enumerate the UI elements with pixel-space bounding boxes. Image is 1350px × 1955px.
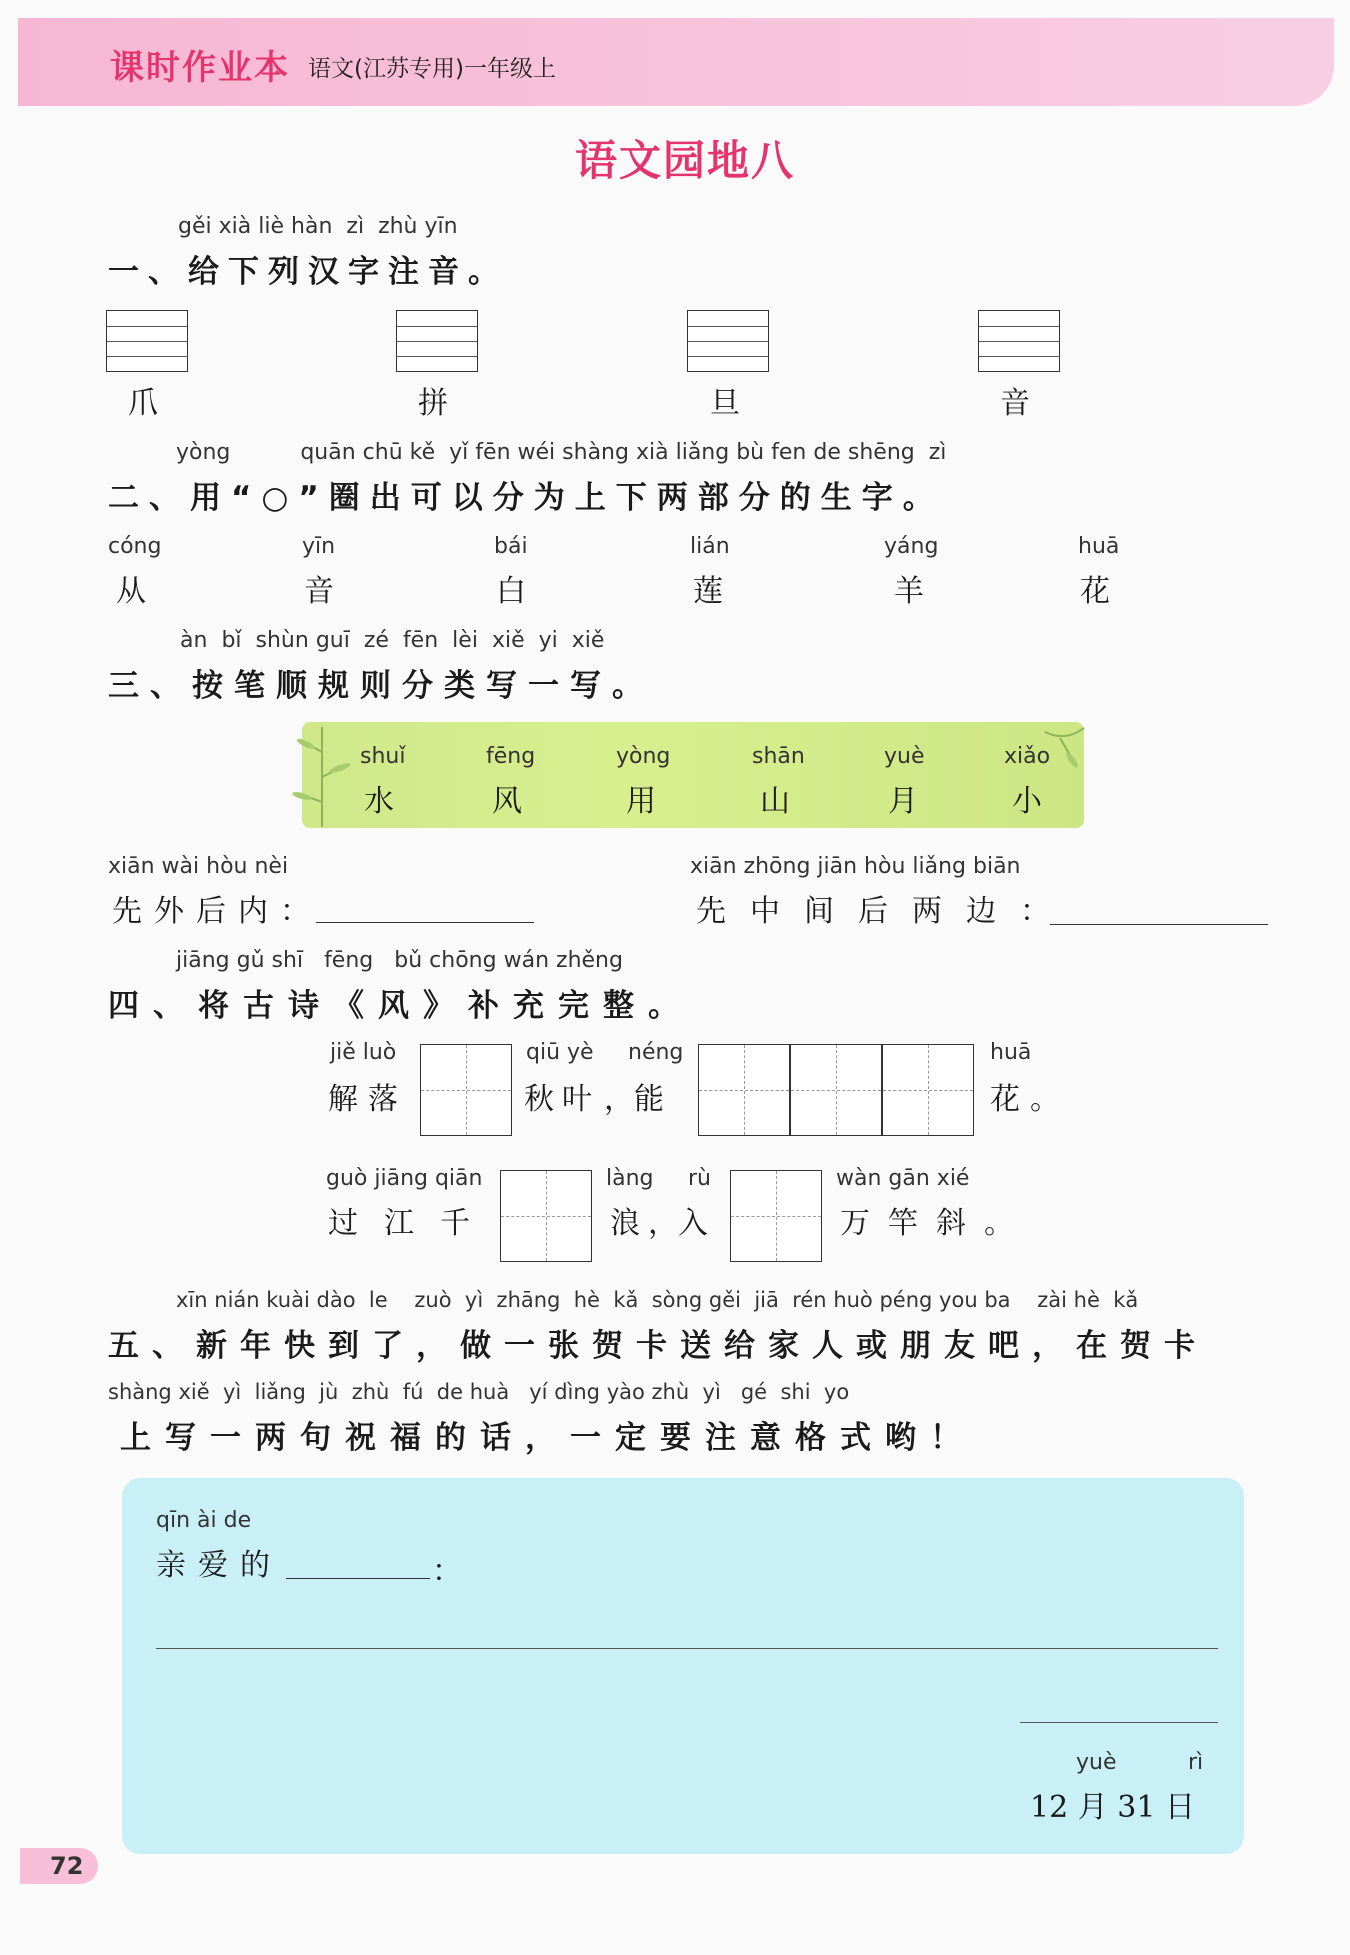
q3-item-char: 小 [1012, 784, 1042, 819]
poem-text: ，能 [604, 1082, 664, 1117]
rule1-answer-line[interactable] [316, 922, 534, 923]
q1-heading: 一、给下列汉字注音。 [108, 254, 508, 290]
page-number: 72 [50, 1852, 84, 1880]
page-title: 语文园地八 [575, 136, 796, 185]
q2-pinyin-item: yáng [884, 534, 939, 559]
book-subtitle: 语文(江苏专用)一年级上 [308, 56, 556, 82]
rule1-pinyin: xiān wài hòu nèi [108, 854, 289, 879]
q2-char-option[interactable]: 莲 [693, 574, 723, 609]
card-date: 12 月 31 日 [1030, 1790, 1196, 1825]
poem-text: 解落 [328, 1082, 408, 1117]
q2-char-option[interactable]: 羊 [894, 574, 924, 609]
q5-heading-line1: 五、新年快到了，做一张贺卡送给家人或朋友吧，在贺卡 [108, 1328, 1208, 1364]
q3-item-pinyin: shān [752, 744, 805, 769]
page-number-tab [20, 1848, 98, 1884]
poem-text: 浪 [610, 1206, 640, 1241]
tianzige-box[interactable] [790, 1044, 882, 1136]
q3-item-pinyin: yuè [884, 744, 925, 769]
q3-item-pinyin: fēng [486, 744, 536, 769]
poem-text: ，入 [648, 1206, 708, 1241]
q4-pinyin: jiāng gǔ shī fēng bǔ chōng wán zhěng [176, 948, 623, 973]
bamboo-left-icon [292, 722, 352, 832]
poem-pinyin: jiě luò [330, 1040, 397, 1065]
poem-pinyin: rù [688, 1166, 711, 1191]
q5-pinyin-line1: xīn nián kuài dào le zuò yì zhāng hè kǎ sòng gěi jiā rén huò péng you ba zài hè kǎ [176, 1288, 1139, 1312]
card-day-pinyin: rì [1188, 1750, 1204, 1775]
q3-item-char: 水 [364, 784, 394, 819]
q4-heading: 四、将古诗《风》补充完整。 [108, 988, 693, 1024]
card-greeting-pinyin: qīn ài de [156, 1508, 252, 1533]
poem-text: 万竿斜。 [840, 1206, 1032, 1241]
q2-char-option[interactable]: 从 [116, 574, 146, 609]
poem-pinyin: néng [628, 1040, 684, 1065]
poem-text: 过江千 [328, 1206, 496, 1241]
q3-item-pinyin: xiǎo [1004, 744, 1051, 769]
q2-pinyin-item: lián [690, 534, 730, 559]
rule2-label: 先中间后两边： [696, 894, 1074, 929]
card-colon: ： [432, 1554, 462, 1589]
q2-pinyin-item: cóng [108, 534, 162, 559]
card-month-pinyin: yuè [1076, 1750, 1117, 1775]
card-recipient-line[interactable] [286, 1578, 430, 1579]
brand-title: 课时作业本 [110, 48, 290, 88]
tianzige-box[interactable] [698, 1044, 790, 1136]
poem-pinyin: huā [990, 1040, 1032, 1065]
q3-item-char: 山 [760, 784, 790, 819]
q3-pinyin: àn bǐ shùn guī zé fēn lèi xiě yi xiě [180, 628, 605, 653]
card-signature-line[interactable] [1020, 1722, 1218, 1723]
q2-pinyin: yòng quān chū kě yǐ fēn wéi shàng xià liǎng bù fen de shēng zì [176, 440, 947, 465]
q3-item-pinyin: shuǐ [360, 744, 406, 769]
rule1-label: 先外后内： [112, 894, 322, 929]
q5-heading-line2: 上写一两句祝福的话，一定要注意格式哟！ [120, 1420, 975, 1456]
rule2-answer-line[interactable] [1050, 924, 1268, 925]
tianzige-box[interactable] [500, 1170, 592, 1262]
tianzige-box[interactable] [882, 1044, 974, 1136]
q3-item-char: 月 [888, 784, 918, 819]
q3-item-char: 风 [492, 784, 522, 819]
q2-char-option[interactable]: 白 [496, 574, 526, 609]
poem-pinyin: wàn gān xié [836, 1166, 970, 1191]
poem-pinyin: guò jiāng qiān [326, 1166, 483, 1191]
q2-heading: 二、用“○”圈出可以分为上下两部分的生字。 [108, 480, 944, 516]
rule2-pinyin: xiān zhōng jiān hòu liǎng biān [690, 854, 1021, 879]
poem-pinyin: qiū yè [526, 1040, 594, 1065]
q1-char: 拼 [418, 386, 448, 421]
tianzige-box[interactable] [420, 1044, 512, 1136]
card-message-line[interactable] [156, 1648, 1218, 1649]
poem-text: 花。 [990, 1082, 1070, 1117]
poem-pinyin: làng [606, 1166, 654, 1191]
card-greeting: 亲爱的 [156, 1548, 282, 1583]
pinyin-writing-box[interactable] [978, 310, 1060, 372]
tianzige-box[interactable] [730, 1170, 822, 1262]
q1-char: 音 [1000, 386, 1030, 421]
q2-char-option[interactable]: 音 [304, 574, 334, 609]
q1-char: 旦 [710, 386, 740, 421]
q1-char: 爪 [128, 386, 158, 421]
q2-pinyin-item: huā [1078, 534, 1120, 559]
q1-pinyin: gěi xià liè hàn zì zhù yīn [178, 214, 458, 239]
pinyin-writing-box[interactable] [106, 310, 188, 372]
q2-pinyin-item: yīn [302, 534, 336, 559]
stroke-order-band [302, 722, 1084, 828]
pinyin-writing-box[interactable] [396, 310, 478, 372]
q2-pinyin-item: bái [494, 534, 528, 559]
q2-char-option[interactable]: 花 [1080, 574, 1110, 609]
pinyin-writing-box[interactable] [687, 310, 769, 372]
q3-heading: 三、按笔顺规则分类写一写。 [108, 668, 654, 704]
poem-text: 秋叶 [524, 1082, 600, 1117]
q3-item-char: 用 [626, 784, 656, 819]
q5-pinyin-line2: shàng xiě yì liǎng jù zhù fú de huà yí dìng yào zhù yì gé shi yo [108, 1380, 850, 1404]
q3-item-pinyin: yòng [616, 744, 671, 769]
